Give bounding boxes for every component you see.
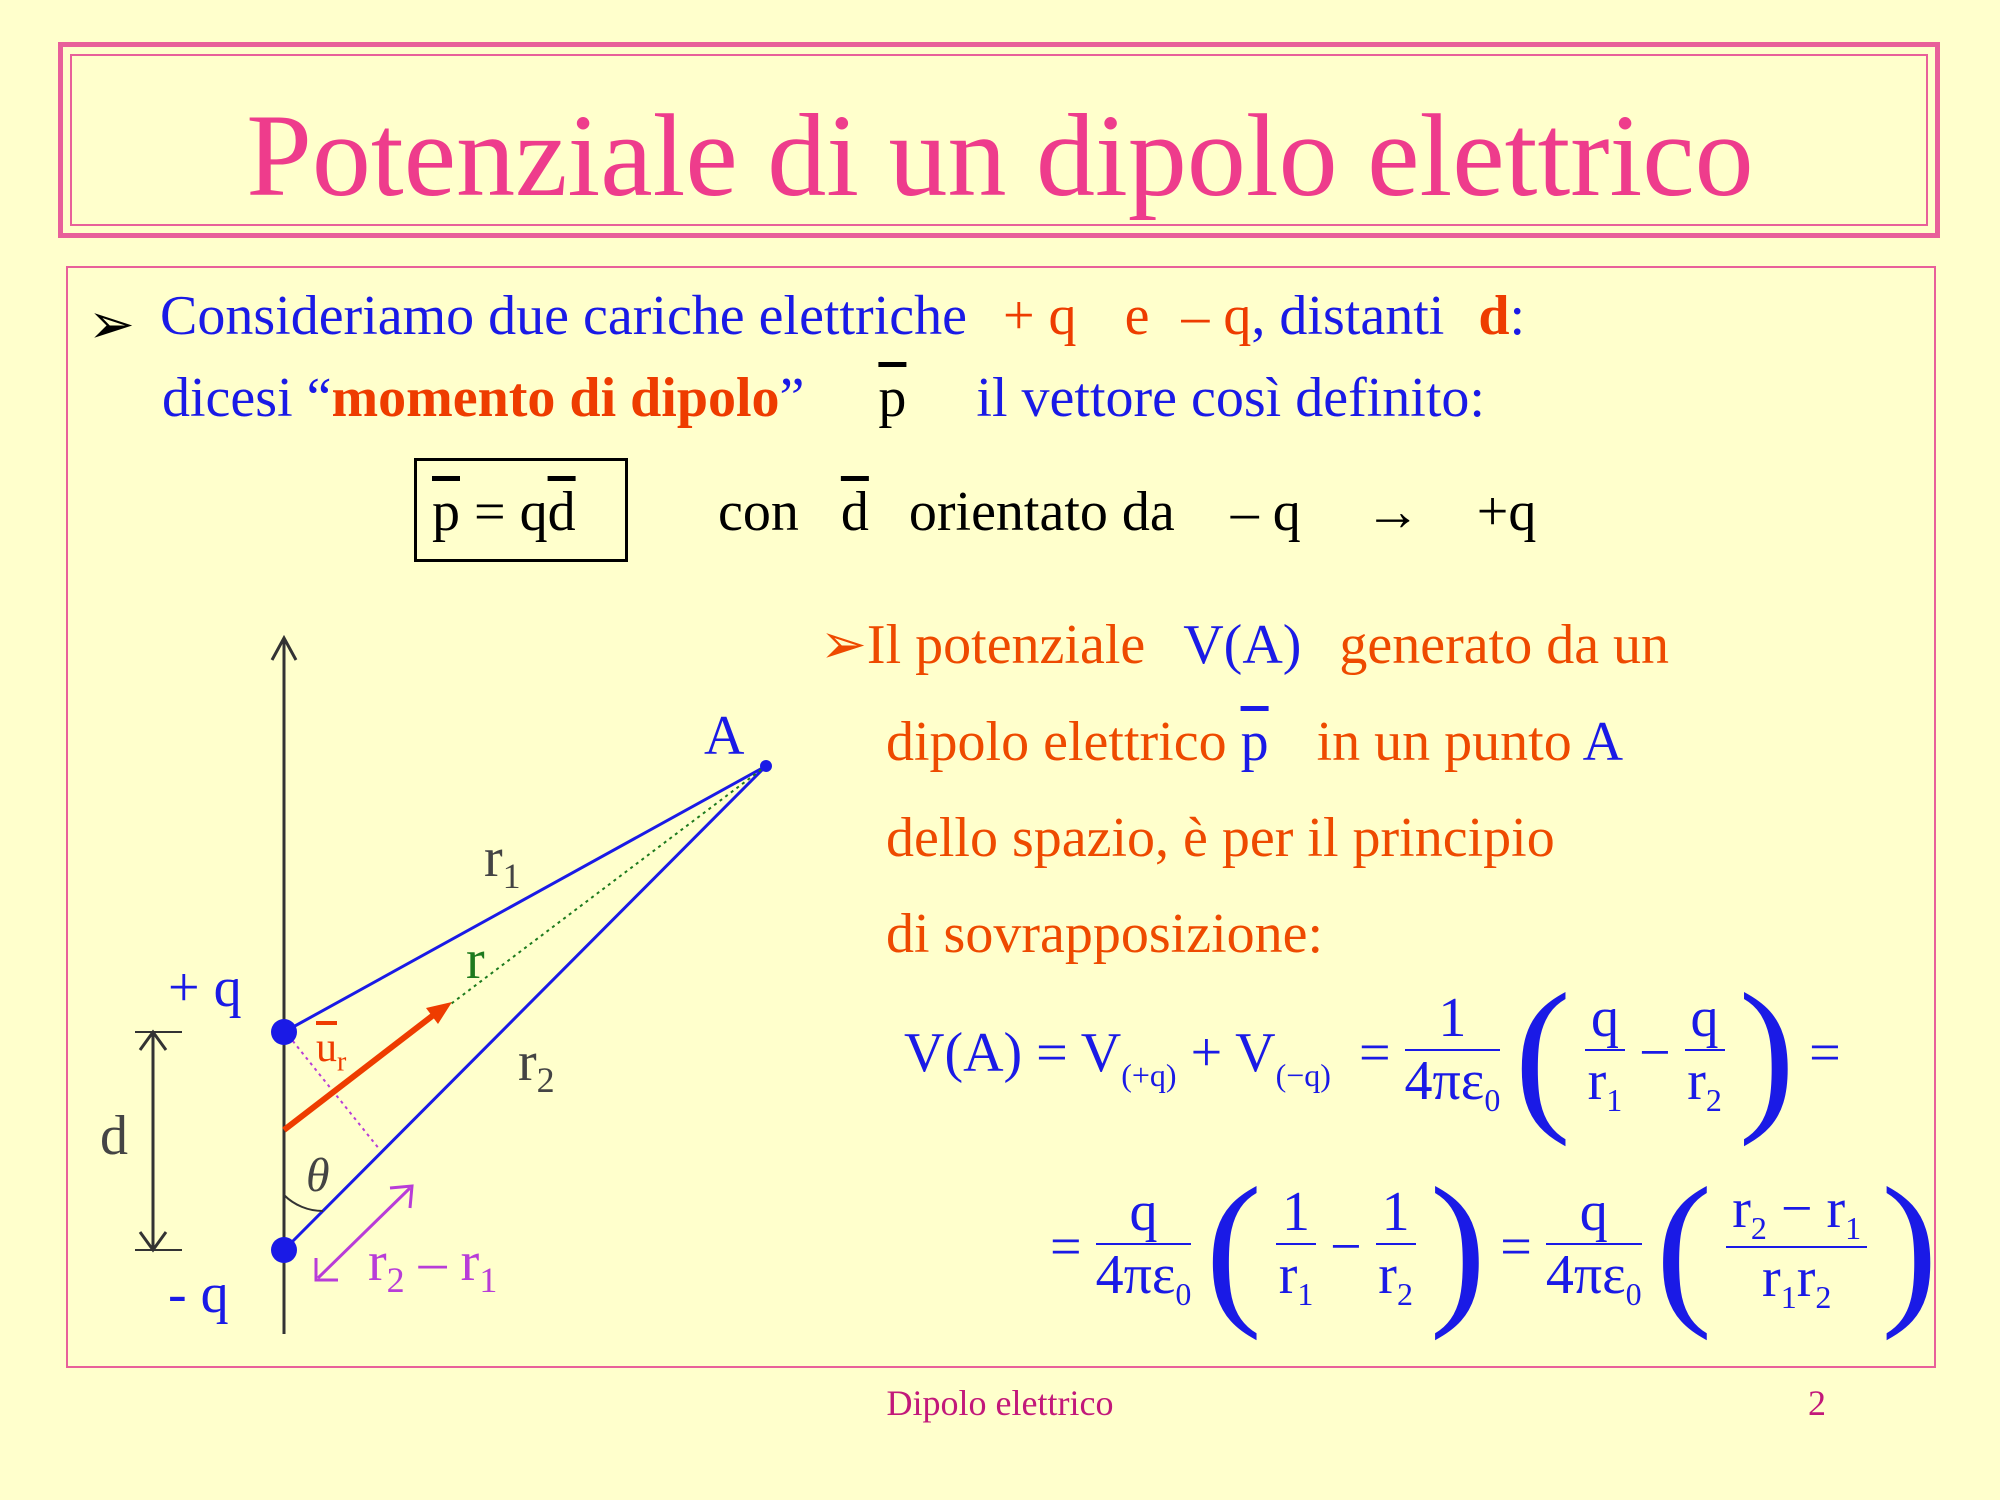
- line-r2: [284, 766, 766, 1250]
- label-r2: $r_2$: [518, 1031, 555, 1101]
- bullet2-line1: [820, 612, 1669, 677]
- equation-2: = $\frac{q}{4\pi\varepsilon_0}$ ( $\frac{1}{r_1}$ − $\frac{1}{r_2}$ ) = $\frac{q}{4\pi\varepsilon_0}$ ( $\frac{r_2 - r_1}{r_1r_2}$ ): [1050, 1153, 1938, 1341]
- to-charge: +q: [1476, 481, 1537, 543]
- unit-vector-ur: [284, 1010, 440, 1130]
- def-p: $\overline{p}$: [432, 481, 460, 543]
- page-number: 2: [1808, 1383, 1826, 1423]
- frac-r2-minus-r1-over-r1r2: $\frac{r_2 - r_1}{r_1r_2}$: [1726, 1179, 1867, 1316]
- bullet1-text-b: , distanti: [1251, 285, 1445, 347]
- label-d: d: [100, 1105, 128, 1167]
- label-A: A: [704, 705, 745, 767]
- equation-1: $V(A) = V_{(+q)} + V_{(-q)}$ = $\frac{1}{4\pi\varepsilon_0}$ ( $\frac{q}{r_1}$ − $\frac{q}{r_2}$ ) =: [904, 959, 1841, 1147]
- label-r: r: [466, 929, 485, 991]
- footer-title: Dipolo elettrico: [886, 1383, 1114, 1423]
- def-eq: =: [474, 481, 506, 543]
- bullet2-vector-p: $\overline{p}$: [1240, 711, 1269, 773]
- bullet2-text-c: dipolo elettrico: [886, 711, 1227, 773]
- frac-q-r1: $\frac{q}{r_1}$: [1585, 988, 1625, 1119]
- bullet2-text-d: in un punto: [1316, 711, 1572, 773]
- colon: :: [1509, 285, 1526, 347]
- and-word: e: [1124, 285, 1150, 347]
- label-ur: $\overline{u}_r$: [316, 1025, 347, 1078]
- label-plus-q: + q: [168, 957, 242, 1019]
- point-A-dot: [760, 760, 772, 772]
- bullet1-text-a: Consideriamo due cariche elettriche: [160, 285, 967, 347]
- from-charge: – q: [1230, 481, 1301, 543]
- vector-d: $\overline{d}$: [840, 481, 869, 543]
- bullet2-text-b: generato da un: [1339, 614, 1670, 676]
- line-r1: [284, 766, 766, 1032]
- charge-negative: – q: [1181, 285, 1252, 347]
- frac-q-4pie0: $\frac{q}{4\pi\varepsilon_0}$: [1095, 1180, 1192, 1313]
- frac-1-r1: $\frac{1}{r_1}$: [1276, 1182, 1316, 1313]
- label-theta: θ: [306, 1149, 330, 1202]
- momento-di-dipolo: momento di dipolo: [331, 367, 780, 429]
- label-minus-q: - q: [168, 1263, 229, 1325]
- arrow-right: →: [1364, 481, 1421, 543]
- bullet2-line4: di sovrapposizione:: [886, 903, 1324, 965]
- bullet2-point-A: A: [1582, 711, 1624, 773]
- bullet-marker-1: ➢: [88, 294, 135, 356]
- slide-title: Potenziale di un dipolo elettrico: [246, 90, 1754, 221]
- frac-q-r2: $\frac{q}{r_2}$: [1685, 988, 1725, 1119]
- bullet2-line3: dello spazio, è per il principio: [886, 807, 1555, 869]
- bullet1-text-e: il vettore così definito:: [976, 367, 1485, 429]
- label-r2-minus-r1: $r_2 - r_1$: [368, 1231, 498, 1301]
- charge-negative-dot: [271, 1237, 297, 1263]
- VA-symbol: V(A): [1183, 614, 1302, 676]
- frac-q-4pie0-2: $\frac{q}{4\pi\varepsilon_0}$: [1545, 1180, 1642, 1313]
- orientato-text: orientato da: [908, 481, 1175, 543]
- bullet1-text-c: dicesi “: [162, 367, 332, 429]
- charge-positive: + q: [1002, 285, 1077, 347]
- def-q: q: [519, 481, 548, 543]
- label-r1: $r_1$: [484, 827, 521, 897]
- def-d: $\overline{d}$: [547, 481, 576, 543]
- vector-p: $\overline{p}$: [878, 367, 907, 429]
- bullet-marker-2: ➢: [820, 614, 867, 676]
- bullet2-line2: [886, 710, 1623, 774]
- con-word: con: [718, 481, 799, 543]
- bullet1-text-d: ”: [779, 367, 805, 429]
- charge-positive-dot: [271, 1019, 297, 1045]
- frac-1-r2: $\frac{1}{r_2}$: [1376, 1182, 1416, 1313]
- frac-1-over-4pie0: $\frac{1}{4\pi\varepsilon_0}$: [1404, 986, 1501, 1119]
- bullet2-text-a: Il potenziale: [866, 614, 1146, 676]
- distance-d: d: [1478, 285, 1510, 347]
